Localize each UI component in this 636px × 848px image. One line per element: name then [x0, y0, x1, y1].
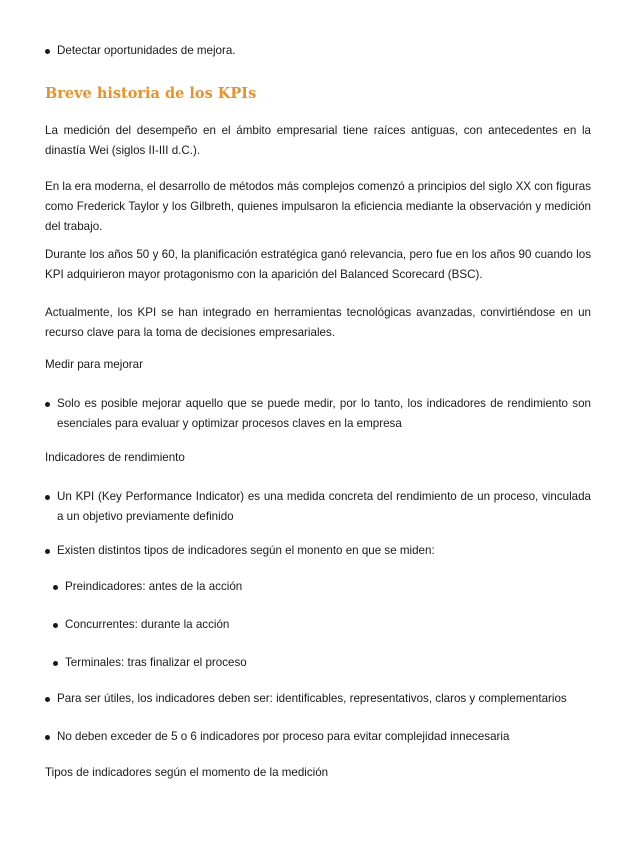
subtitle-tipos: Tipos de indicadores según el momento de la medición	[45, 766, 329, 779]
list-item-medir: Solo es posible mejorar aquello que se puede medir, por lo tanto, los indicadores de rendimiento son esenciales para evaluar y optimizar procesos claves en la empresa	[45, 394, 591, 434]
sub-list-item-concurrentes: Concurrentes: durante la acción	[53, 615, 591, 635]
list-item-tipos: Existen distintos tipos de indicadores según el monento en que se miden:	[45, 541, 591, 561]
paragraph-history-3: Durante los años 50 y 60, la planificación estratégica ganó relevancia, pero fue en los años 90 cuando los KPI adquirieron mayor protagonismo con la aparición del Balanced Scorecard (BSC).	[45, 248, 591, 281]
subtitle-medir: Medir para mejorar	[45, 358, 143, 371]
list-item-detectar: Detectar oportunidades de mejora.	[45, 41, 591, 61]
paragraph-history-2: En la era moderna, el desarrollo de métodos más complejos comenzó a principios del siglo XX con figuras como Frederick Taylor y los Gilbreth, quienes impulsaron la eficiencia mediante la observación y medición del trabajo.	[45, 180, 591, 233]
list-item-utiles: Para ser útiles, los indicadores deben ser: identificables, representativos, claros y complementarios	[45, 689, 591, 709]
paragraph-history-4: Actualmente, los KPI se han integrado en herramientas tecnológicas avanzadas, convirtiéndose en un recurso clave para la toma de decisiones empresariales.	[45, 306, 591, 339]
sub-list-item-preindicadores: Preindicadores: antes de la acción	[53, 577, 591, 597]
section-heading: Breve historia de los KPIs	[45, 85, 257, 102]
sub-list-item-terminales: Terminales: tras finalizar el proceso	[53, 653, 591, 673]
paragraph-history-1: La medición del desempeño en el ámbito empresarial tiene raíces antiguas, con antecedentes en la dinastía Wei (siglos II-III d.C.).	[45, 124, 591, 157]
subtitle-indicadores: Indicadores de rendimiento	[45, 451, 185, 464]
list-item-kpi-definition: Un KPI (Key Performance Indicator) es una medida concreta del rendimiento de un proceso, vinculada a un objetivo previamente definido	[45, 487, 591, 527]
list-item-no-exceder: No deben exceder de 5 o 6 indicadores por proceso para evitar complejidad innecesaria	[45, 727, 591, 747]
